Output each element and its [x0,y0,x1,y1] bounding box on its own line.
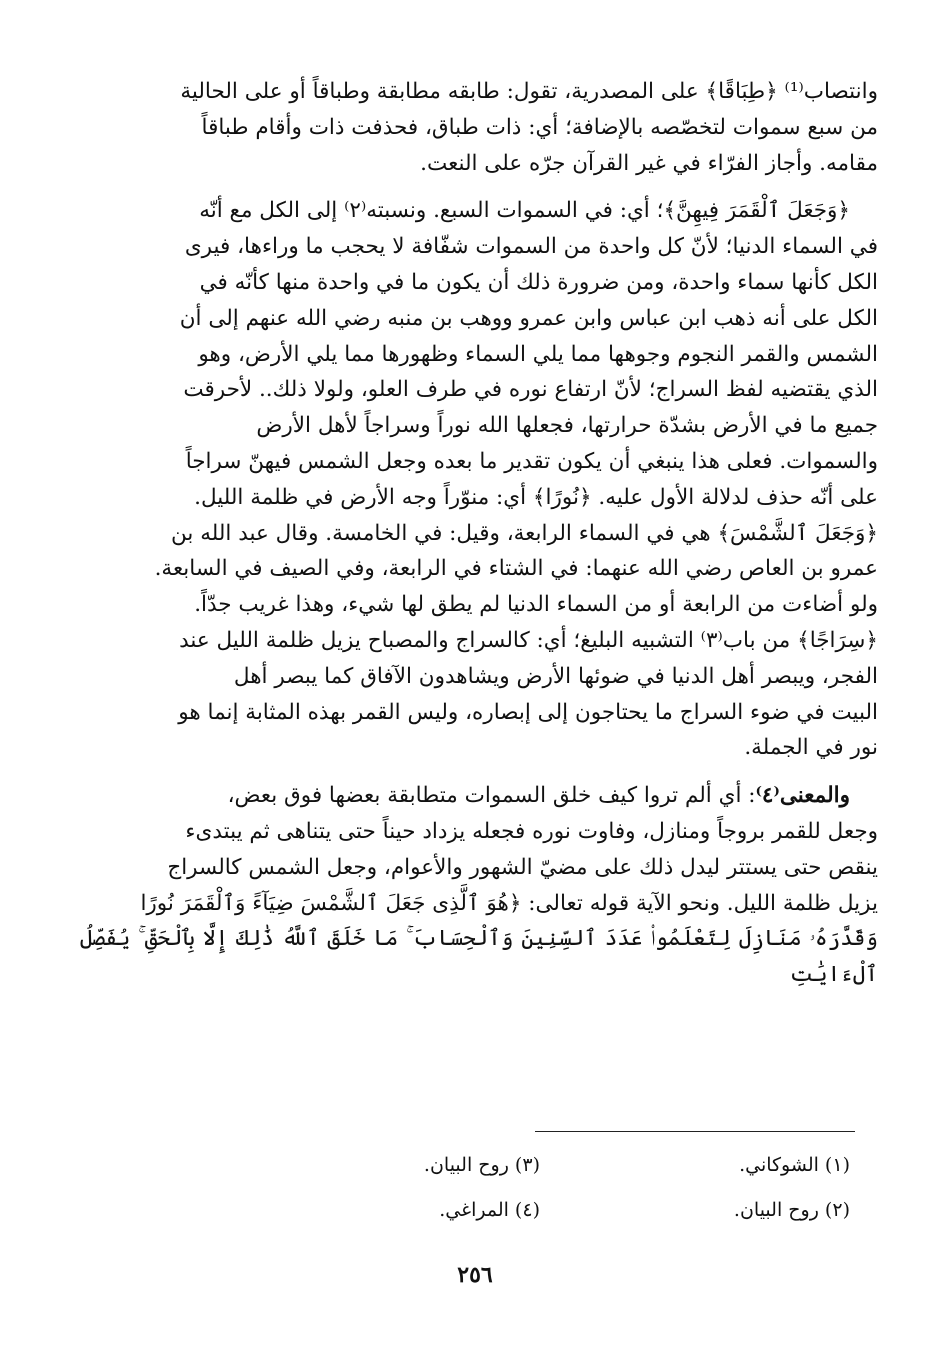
text-line: ﴿وَجَعَلَ ٱلشَّمْسَ﴾ هي في السماء الرابعة، وقيل: في الخامسة. وقال عبد الله بن [171,520,878,546]
text-line: والسموات. فعلى هذا ينبغي أن يكون تقدير ما بعده وجعل الشمس فيهنّ سراجاً [185,448,878,474]
paragraph-2 [80,193,878,766]
meaning-heading: والمعنى⁽٤⁾ [755,783,850,809]
text-line: على أنّه حذف لدلالة الأول عليه. ﴿نُورًا﴾ أي: منوّراً وجه الأرض في ظلمة الليل. [194,484,878,510]
text-line: وانتصاب⁽¹⁾ ﴿طِبَاقًا﴾ على المصدرية، تقول: طابقه مطابقة وطباقاً أو على الحالية [180,79,878,104]
footnote-1: (١) الشوكاني. [739,1154,850,1176]
text-line: ﴿وَجَعَلَ ٱلْقَمَرَ فِيهِنَّ﴾؛ أي: في السموات السبع. ونسبته⁽٢⁾ إلى الكل مع أنّه [199,198,850,224]
text-line: الشمس والقمر النجوم وجوهها مما يلي السماء وظهورها مما يلي الأرض، وهو [198,341,878,367]
text-line [80,778,878,814]
main-text [80,74,878,993]
text-line: الكل على أنه ذهب ابن عباس وابن عمرو ووهب بن منبه رضي الله عنهم إلى أن [179,305,878,331]
text-line: يزيل ظلمة الليل. ونحو الآية قوله تعالى: ﴿هُوَ ٱلَّذِى جَعَلَ ٱلشَّمْسَ ضِيَآءً وَٱلْقَمَرَ نُورًا [140,890,878,916]
text-line: الكل كأنها سماء واحدة، ومن ضرورة ذلك أن يكون ما في واحدة منها كأنّه في [199,269,878,295]
text-line: جميع ما في الأرض بشدّة حرارتها، فجعلها الله نوراً وسراجاً لأهل الأرض [256,413,878,439]
footnotes [230,1150,850,1240]
text-line: عمرو بن العاص رضي الله عنهما: في الشتاء في الرابعة، وفي الصيف في السابعة. [154,556,878,582]
text-line: ينقص حتى يستتر ليدل ذلك على مضيّ الشهور والأعوام، وجعل الشمس كالسراج [167,854,878,880]
text-line: من سبع سموات لتخصّصه بالإضافة؛ أي: ذات طباق، فحذفت ذات وأقام طباقاً [201,114,878,140]
text-line: ولو أضاءت من الرابعة أو من السماء الدنيا لم يطق لها شيء، وهذا غريب جدّاً. [194,592,878,618]
footnote-2: (٢) روح البيان. [733,1199,850,1221]
text-line: في السماء الدنيا؛ لأنّ كل واحدة من السموات شفّافة لا يحجب ما وراءها، فيرى [184,234,878,260]
text-line: وَقَدَّرَهُۥ مَنَازِلَ لِتَعْلَمُوا۟ عَدَدَ ٱلسِّنِينَ وَٱلْحِسَابَ ۚ مَا خَلَقَ ٱللَّهُ ذَٰلِكَ إِلَّا بِٱلْحَقِّ ۚ يُفَصِّلُ ٱلْءَايَٰتِ [80,926,878,988]
text-line: وجعل للقمر بروجاً ومنازل، وفاوت نوره فجعله يزداد حيناً حتى يتناهى ثم يبتدىء [185,818,878,844]
footnote-4: (٤) المراغي. [439,1199,540,1221]
footnote-3: (٣) روح البيان. [423,1154,540,1176]
page-number: ٢٥٦ [457,1262,493,1288]
paragraph-3 [80,778,878,993]
text-line: البيت في ضوء السراج ما يحتاجون إلى إبصاره، وليس القمر بهذه المثابة إنما هو [178,699,878,725]
text-line: نور في الجملة. [744,735,878,761]
text-line: مقامه. وأجاز الفرّاء في غير القرآن جرّه على النعت. [420,150,878,176]
paragraph-1 [80,74,878,181]
text-segment: : أي ألم تروا كيف خلق السموات متطابقة بعضها فوق بعض، [227,783,756,809]
text-line: ﴿سِرَاجًا﴾ من باب⁽٣⁾ التشبيه البليغ؛ أي: كالسراج والمصباح يزيل ظلمة الليل عند [179,627,878,653]
footnote-separator [535,1131,855,1132]
text-line: الذي يقتضيه لفظ السراج؛ لأنّ ارتفاع نوره في طرف العلو، ولولا ذلك.. لأحرقت [183,377,878,403]
text-line: الفجر، ويبصر أهل الدنيا في ضوئها الأرض ويشاهدون الآفاق كما يبصر أهل [233,663,878,689]
